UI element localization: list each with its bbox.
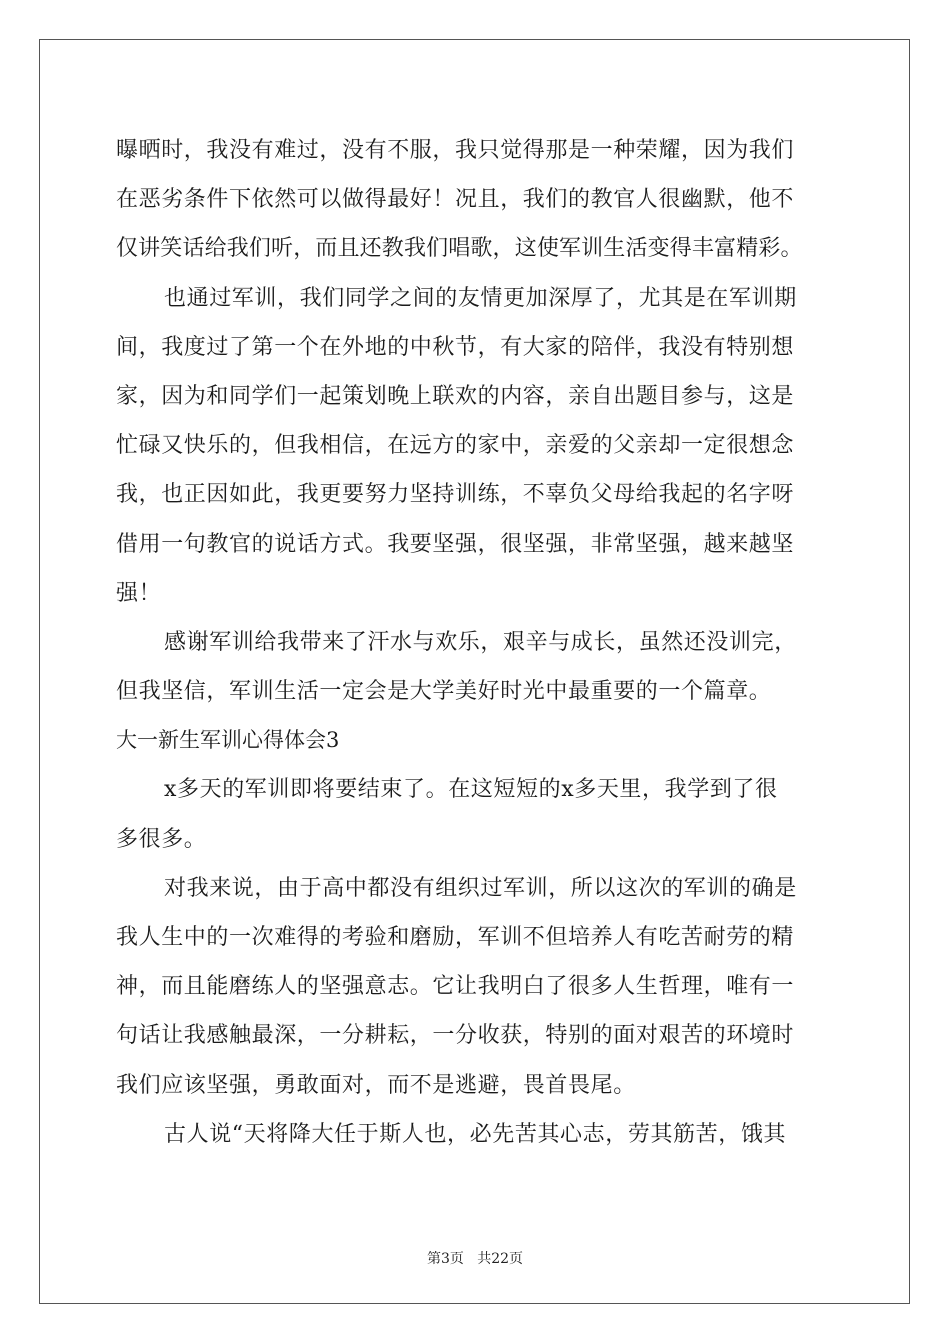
text-line: 感谢军训给我带来了汗水与欢乐，艰辛与成长，虽然还没训完， — [164, 629, 797, 655]
text-line: 在恶劣条件下依然可以做得最好！况且，我们的教官人很幽默，他不 — [116, 187, 795, 213]
text-line: 借用一句教官的说话方式。我要坚强，很坚强，非常坚强，越来越坚 — [116, 531, 795, 557]
text-line: 也通过军训，我们同学之间的友情更加深厚了，尤其是在军训期 — [164, 285, 797, 311]
text-line: 但我坚信，军训生活一定会是大学美好时光中最重要的一个篇章。 — [116, 679, 772, 705]
page-number: 第3页 共22页 — [426, 1251, 524, 1267]
text-line: 我，也正因如此，我更要努力坚持训练，不辜负父母给我起的名字呀 — [116, 482, 795, 508]
text-line: 忙碌又快乐的，但我相信，在远方的家中，亲爱的父亲却一定很想念 — [116, 433, 795, 459]
text-line: 我人生中的一次难得的考验和磨励，军训不但培养人有吃苦耐劳的精 — [116, 925, 795, 950]
text-line: 仅讲笑话给我们听，而且还教我们唱歌，这使军训生活变得丰富精彩。 — [116, 236, 803, 262]
text-line: 间，我度过了第一个在外地的中秋节，有大家的陪伴，我没有特别想 — [116, 334, 795, 360]
text-line: 神，而且能磨练人的坚强意志。它让我明白了很多人生哲理，唯有一 — [116, 974, 795, 1000]
document-body — [116, 126, 840, 1159]
text-line: 古人说“天将降大任于斯人也，必先苦其心志，劳其筋苦，饿其 — [164, 1121, 787, 1147]
text-line: 强！ — [116, 580, 162, 606]
text-line: 多很多。 — [116, 826, 207, 852]
text-line: 我们应该坚强，勇敢面对，而不是逃避，畏首畏尾。 — [116, 1072, 636, 1098]
section-heading: 大一新生军训心得体会3 — [116, 728, 340, 753]
text-line: 曝晒时，我没有难过，没有不服，我只觉得那是一种荣耀，因为我们 — [116, 138, 795, 163]
text-line: x多天的军训即将要结束了。在这短短的x多天里，我学到了很 — [164, 777, 778, 803]
text-line: 家，因为和同学们一起策划晚上联欢的内容，亲自出题目参与，这是 — [116, 383, 795, 409]
text-line: 对我来说，由于高中都没有组织过军训，所以这次的军训的确是 — [164, 875, 797, 901]
text-line: 句话让我感触最深，一分耕耘，一分收获，特别的面对艰苦的环境时 — [116, 1023, 795, 1049]
